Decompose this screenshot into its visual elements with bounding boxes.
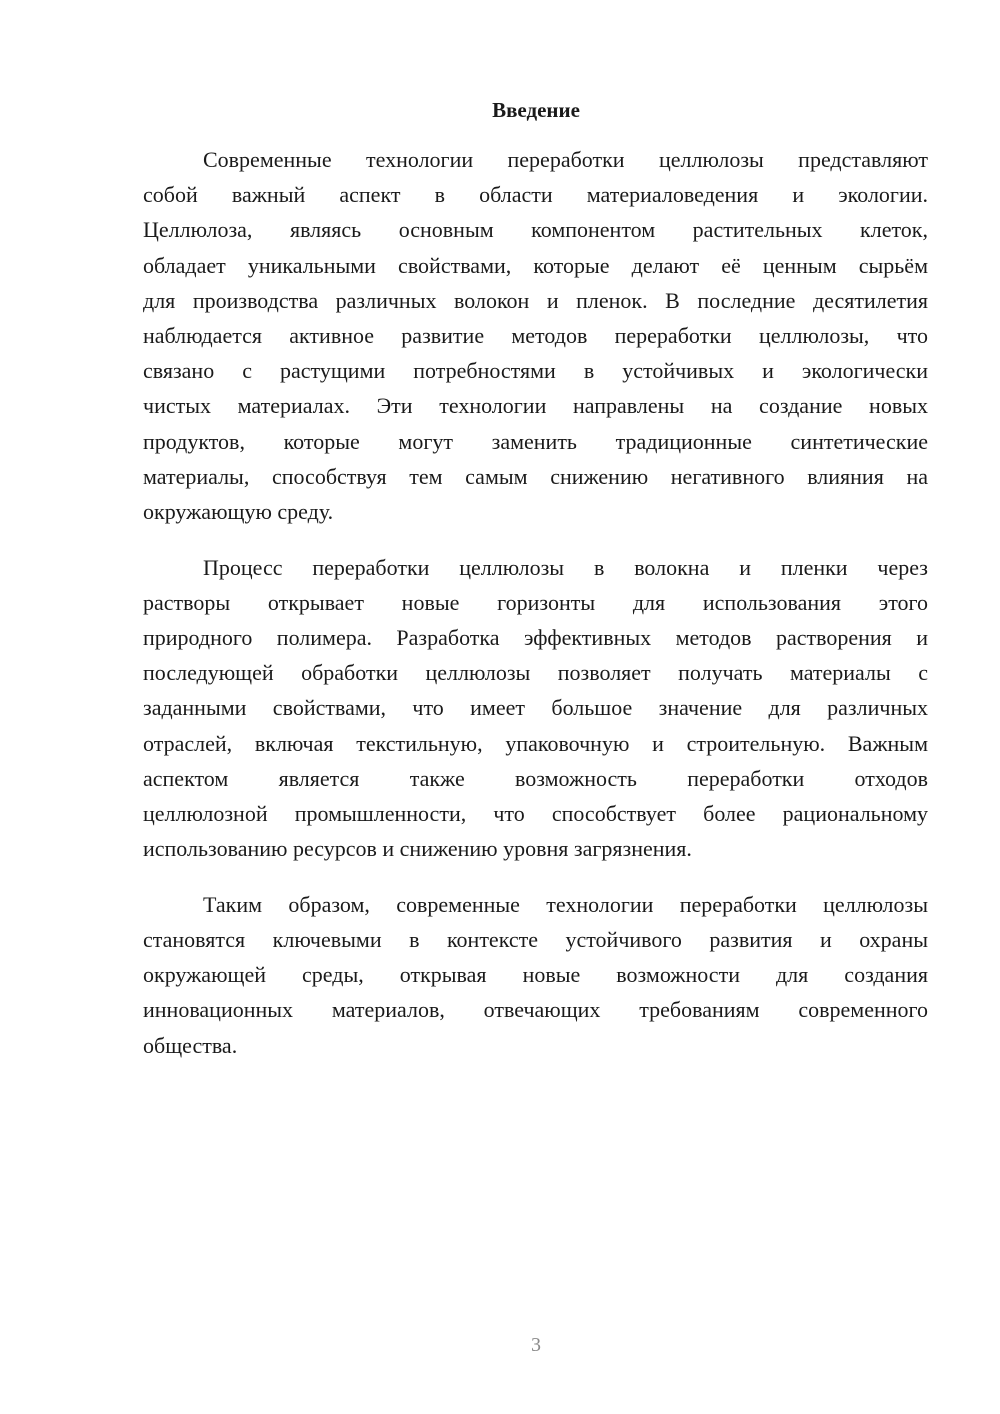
paragraph [143, 550, 928, 867]
text-line: обладает уникальными свойствами, которые делают её ценным сырьём [143, 252, 928, 278]
text-line: окружающей среды, открывая новые возможности для создания [143, 962, 928, 988]
page-number: 3 [531, 1334, 541, 1356]
text-line: связано с растущими потребностями в устойчивых и экологически [143, 358, 928, 384]
text-line: Современные технологии переработки целлюлозы представляют [203, 147, 928, 172]
text-line: Целлюлоза, являясь основным компонентом растительных клеток, [143, 217, 928, 243]
text-line: аспектом является также возможность переработки отходов [143, 765, 928, 791]
text-line: собой важный аспект в области материаловедения и экологии. [143, 182, 928, 208]
text-line: продуктов, которые могут заменить традиционные синтетические [143, 428, 928, 454]
text-line: природного полимера. Разработка эффективных методов растворения и [143, 624, 928, 650]
text-line: становятся ключевыми в контексте устойчивого развития и охраны [143, 926, 928, 952]
document-body [143, 142, 928, 1083]
text-line: для производства различных волокон и пленок. В последние десятилетия [143, 287, 928, 313]
text-line: использованию ресурсов и снижению уровня загрязнения. [143, 836, 692, 862]
text-line: материалы, способствуя тем самым снижению негативного влияния на [143, 463, 928, 489]
text-line: инновационных материалов, отвечающих требованиям современного [143, 997, 928, 1023]
paragraph [143, 142, 928, 529]
text-line: чистых материалах. Эти технологии направлены на создание новых [143, 393, 928, 419]
text-line: растворы открывает новые горизонты для использования этого [143, 589, 928, 615]
text-line: последующей обработки целлюлозы позволяет получать материалы с [143, 660, 928, 686]
text-line: общества. [143, 1032, 238, 1058]
text-line: Таким образом, современные технологии переработки целлюлозы [203, 891, 928, 917]
paragraph [143, 887, 928, 1063]
section-title: Введение [492, 98, 580, 122]
text-line: Процесс переработки целлюлозы в волокна и пленки через [203, 554, 928, 580]
text-line: целлюлозной промышленности, что способствует более рациональному [143, 800, 928, 826]
text-line: наблюдается активное развитие методов переработки целлюлозы, что [143, 322, 928, 348]
text-line: окружающую среду. [143, 498, 334, 524]
text-line: заданными свойствами, что имеет большое значение для различных [143, 695, 928, 721]
text-line: отраслей, включая текстильную, упаковочную и строительную. Важным [143, 730, 928, 756]
